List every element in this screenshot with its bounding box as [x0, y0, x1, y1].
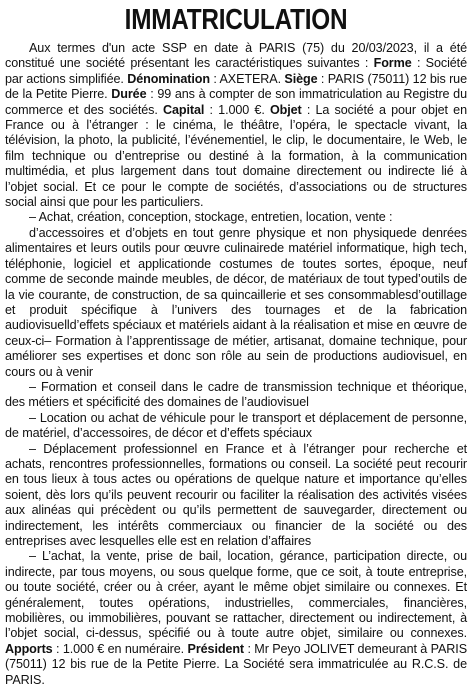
notice-paragraph — [5, 226, 467, 380]
field-label: Siège — [284, 71, 318, 86]
paragraph-text: : 99 ans à compter de son immatriculation au Registre du commerce et des sociétés. — [5, 87, 467, 117]
notice-paragraph — [5, 549, 467, 688]
paragraph-text: : Mr Peyo JOLIVET demeurant à PARIS (75011) 12 bis rue de la Petite Pierre. La Société sera immatriculée au R.C.S. de PARIS. — [5, 641, 468, 687]
field-label: Forme — [373, 56, 412, 71]
paragraph-text: – Achat, création, conception, stockage, entretien, location, vente : — [29, 210, 393, 225]
notice-paragraph — [5, 442, 467, 550]
field-label: Dénomination — [127, 71, 210, 86]
notice-paragraph — [5, 380, 467, 411]
paragraph-text: : PARIS (75011) 12 bis rue de la Petite Pierre. — [5, 71, 467, 102]
paragraph-text: Aux termes d'un acte SSP en date à PARIS (75) du 20/03/2023, il a été constitué une société présentant les caractéristiques suivantes : — [5, 41, 467, 71]
paragraph-text: – Formation et conseil dans le cadre de transmission technique et théorique, des métiers et spécificité des domaines de l’audiovisuel — [5, 379, 467, 410]
paragraph-text: : Société par actions simplifiée. — [5, 56, 467, 86]
notice-paragraph — [5, 41, 467, 210]
paragraph-text: : La société a pour objet en France ou à l’étranger : le cinéma, le théâtre, l’opéra, le spectacle vivant, la télévision, la photo, la publicité, l’événementiel, le clip, le documentaire, le Web, le film technique ou d’entreprise ou destiné à la formation, à la communication multimédia, et plus largement dans tout domaine directement ou indirecte lié à l’objet social. Et ce pour le compte de sociétés, d’associations ou de structures social ainsi que pour les particuliers. — [5, 102, 467, 210]
field-label: Apports — [5, 641, 53, 656]
notice-paragraph — [5, 210, 467, 225]
field-label: Président — [187, 641, 245, 656]
notice-body — [5, 41, 467, 688]
notice-title: IMMATRICULATION — [124, 4, 348, 36]
notice-paragraph — [5, 411, 467, 442]
paragraph-text: : 1.000 €. — [204, 102, 270, 117]
field-label: Objet — [269, 102, 302, 117]
field-label: Capital — [163, 102, 205, 117]
paragraph-text: – Déplacement professionnel en France et à l’étranger pour recherche et achats, rencontres professionnelles, formations ou conseil. La société peut recourir en tous lieux à tous actes ou opérations de quelque nature et importance qu’elles soient, dès lors qu’ils peuvent recourir ou faciliter la réalisation des activités visées aux alinéas qui précèdent ou qu’ils permettent de sauvegarder, directement ou indirectement, les intérêts commerciaux ou financier de la société ou des entreprises avec lesquelles elle est en relation d’affaires — [5, 441, 467, 548]
paragraph-text: – Location ou achat de véhicule pour le transport et déplacement de personne, de matériel, d’accessoires, de décor et d’effets spéciaux — [5, 410, 467, 441]
paragraph-text: : AXETERA. — [209, 71, 285, 86]
field-label: Durée — [111, 87, 147, 102]
paragraph-text: : 1.000 € en numéraire. — [52, 641, 188, 656]
paragraph-text: d’accessoires et d’objets en tout genre physique et non physiquede denrées alimentaires et leurs outils pour œuvre culinairede matériel informatique, high tech, téléphonie, logiciel et applicationde costumes de toutes sortes, époque, neuf comme de seconde mainde meubles, de décor, de matériaux de tout typed’outils de la vie courante, de construction, de sa quincaillerie et ses consommablesd’outillage et produit spécifique à l’univers des tournages et de la fabrication audiovisuelld’effets spéciaux et matériels aidant à la réalisation et mise en œuvre de ceux-ci– Formation à l’apprentissage de métier, artisanat, domaine technique, pour améliorer ses expertises et donc son rôle au sein de productions audiovisuel, en cours ou à venir — [5, 225, 467, 379]
paragraph-text: – L’achat, la vente, prise de bail, location, gérance, participation directe, ou indirecte, par tous moyens, ou sous quelque forme, que ce soit, à toute entreprise, ou toute société, créer ou à créer, ayant le même objet similaire ou connexes. Et généralement, toutes opérations, industrielles, commerciales, financières, mobilières, ou immobilières, pouvant se rattacher, directement ou indirectement, à l’objet social, ci-dessus, spécifié ou à toute autre objet, similaire ou connexes. — [5, 549, 467, 641]
